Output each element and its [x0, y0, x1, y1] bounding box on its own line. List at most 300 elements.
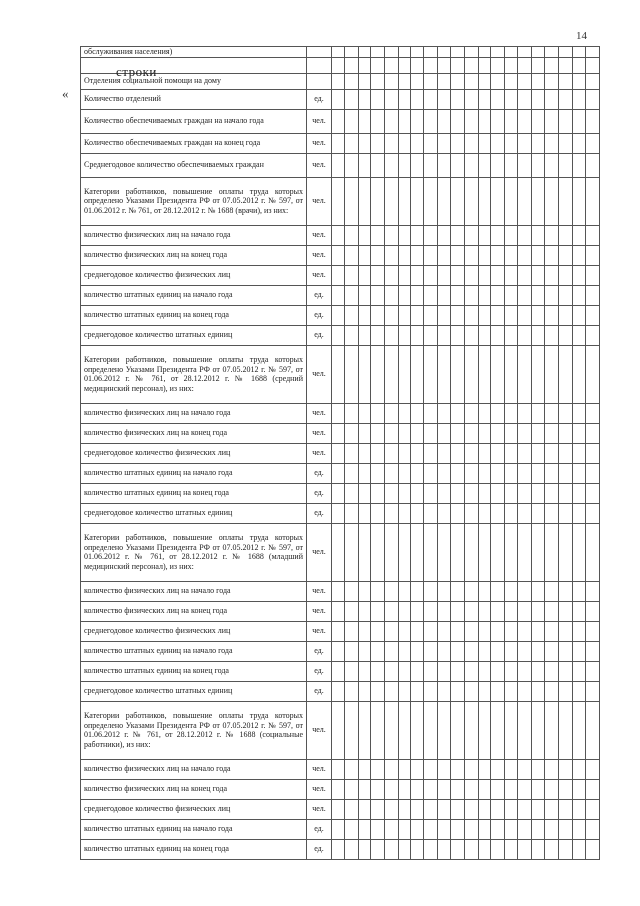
value-cell[interactable] — [399, 661, 411, 681]
value-cell[interactable] — [518, 403, 532, 423]
value-cell[interactable] — [345, 443, 359, 463]
value-cell[interactable] — [411, 819, 424, 839]
value-cell[interactable] — [385, 641, 399, 661]
value-cell[interactable] — [518, 133, 532, 153]
value-cell[interactable] — [586, 523, 600, 581]
value-cell[interactable] — [586, 109, 600, 133]
value-cell[interactable] — [491, 153, 505, 177]
value-cell[interactable] — [399, 799, 411, 819]
value-cell[interactable] — [518, 109, 532, 133]
value-cell[interactable] — [411, 245, 424, 265]
value-cell[interactable] — [411, 503, 424, 523]
value-cell[interactable] — [505, 305, 518, 325]
value-cell[interactable] — [385, 681, 399, 701]
value-cell[interactable] — [559, 423, 573, 443]
value-cell[interactable] — [491, 109, 505, 133]
value-cell[interactable] — [559, 681, 573, 701]
value-cell[interactable] — [465, 245, 479, 265]
value-cell[interactable] — [411, 89, 424, 109]
value-cell[interactable] — [411, 305, 424, 325]
value-cell[interactable] — [545, 423, 559, 443]
value-cell[interactable] — [465, 47, 479, 58]
value-cell[interactable] — [465, 133, 479, 153]
value-cell[interactable] — [545, 285, 559, 305]
value-cell[interactable] — [573, 153, 586, 177]
value-cell[interactable] — [451, 403, 465, 423]
value-cell[interactable] — [451, 285, 465, 305]
value-cell[interactable] — [424, 503, 438, 523]
value-cell[interactable] — [491, 621, 505, 641]
value-cell[interactable] — [518, 701, 532, 759]
value-cell[interactable] — [545, 681, 559, 701]
value-cell[interactable] — [573, 265, 586, 285]
value-cell[interactable] — [505, 601, 518, 621]
value-cell[interactable] — [451, 701, 465, 759]
value-cell[interactable] — [532, 839, 545, 859]
value-cell[interactable] — [399, 581, 411, 601]
value-cell[interactable] — [451, 225, 465, 245]
value-cell[interactable] — [371, 483, 385, 503]
value-cell[interactable] — [532, 601, 545, 621]
value-cell[interactable] — [559, 47, 573, 58]
value-cell[interactable] — [505, 799, 518, 819]
value-cell[interactable] — [438, 523, 451, 581]
value-cell[interactable] — [385, 245, 399, 265]
value-cell[interactable] — [385, 109, 399, 133]
value-cell[interactable] — [532, 177, 545, 225]
value-cell[interactable] — [518, 265, 532, 285]
value-cell[interactable] — [438, 839, 451, 859]
value-cell[interactable] — [479, 109, 491, 133]
value-cell[interactable] — [332, 503, 345, 523]
value-cell[interactable] — [505, 109, 518, 133]
value-cell[interactable] — [345, 177, 359, 225]
value-cell[interactable] — [345, 641, 359, 661]
value-cell[interactable] — [518, 681, 532, 701]
value-cell[interactable] — [545, 225, 559, 245]
value-cell[interactable] — [385, 759, 399, 779]
value-cell[interactable] — [451, 463, 465, 483]
value-cell[interactable] — [451, 245, 465, 265]
value-cell[interactable] — [345, 463, 359, 483]
value-cell[interactable] — [479, 523, 491, 581]
value-cell[interactable] — [371, 463, 385, 483]
value-cell[interactable] — [586, 503, 600, 523]
value-cell[interactable] — [359, 73, 371, 89]
value-cell[interactable] — [479, 325, 491, 345]
value-cell[interactable] — [479, 177, 491, 225]
value-cell[interactable] — [332, 423, 345, 443]
value-cell[interactable] — [573, 423, 586, 443]
value-cell[interactable] — [573, 245, 586, 265]
value-cell[interactable] — [438, 225, 451, 245]
value-cell[interactable] — [479, 285, 491, 305]
value-cell[interactable] — [505, 523, 518, 581]
value-cell[interactable] — [491, 305, 505, 325]
value-cell[interactable] — [573, 225, 586, 245]
value-cell[interactable] — [573, 581, 586, 601]
value-cell[interactable] — [332, 109, 345, 133]
value-cell[interactable] — [491, 225, 505, 245]
value-cell[interactable] — [371, 133, 385, 153]
value-cell[interactable] — [545, 153, 559, 177]
value-cell[interactable] — [505, 443, 518, 463]
value-cell[interactable] — [385, 621, 399, 641]
value-cell[interactable] — [559, 839, 573, 859]
value-cell[interactable] — [371, 661, 385, 681]
value-cell[interactable] — [465, 225, 479, 245]
value-cell[interactable] — [479, 443, 491, 463]
value-cell[interactable] — [518, 483, 532, 503]
value-cell[interactable] — [505, 463, 518, 483]
value-cell[interactable] — [385, 57, 399, 73]
value-cell[interactable] — [411, 265, 424, 285]
value-cell[interactable] — [424, 799, 438, 819]
value-cell[interactable] — [438, 305, 451, 325]
value-cell[interactable] — [411, 177, 424, 225]
value-cell[interactable] — [438, 403, 451, 423]
value-cell[interactable] — [559, 601, 573, 621]
value-cell[interactable] — [532, 779, 545, 799]
value-cell[interactable] — [438, 621, 451, 641]
value-cell[interactable] — [371, 225, 385, 245]
value-cell[interactable] — [559, 89, 573, 109]
value-cell[interactable] — [424, 523, 438, 581]
value-cell[interactable] — [399, 73, 411, 89]
value-cell[interactable] — [465, 779, 479, 799]
value-cell[interactable] — [559, 581, 573, 601]
value-cell[interactable] — [451, 779, 465, 799]
value-cell[interactable] — [451, 503, 465, 523]
value-cell[interactable] — [586, 345, 600, 403]
value-cell[interactable] — [424, 701, 438, 759]
value-cell[interactable] — [332, 641, 345, 661]
value-cell[interactable] — [451, 483, 465, 503]
value-cell[interactable] — [505, 285, 518, 305]
value-cell[interactable] — [451, 799, 465, 819]
value-cell[interactable] — [359, 325, 371, 345]
value-cell[interactable] — [345, 345, 359, 403]
value-cell[interactable] — [479, 483, 491, 503]
value-cell[interactable] — [559, 403, 573, 423]
value-cell[interactable] — [505, 759, 518, 779]
value-cell[interactable] — [438, 779, 451, 799]
value-cell[interactable] — [385, 799, 399, 819]
value-cell[interactable] — [559, 245, 573, 265]
value-cell[interactable] — [424, 73, 438, 89]
value-cell[interactable] — [332, 463, 345, 483]
value-cell[interactable] — [532, 47, 545, 58]
value-cell[interactable] — [573, 839, 586, 859]
value-cell[interactable] — [532, 265, 545, 285]
value-cell[interactable] — [399, 483, 411, 503]
value-cell[interactable] — [451, 133, 465, 153]
value-cell[interactable] — [385, 819, 399, 839]
value-cell[interactable] — [586, 839, 600, 859]
value-cell[interactable] — [411, 443, 424, 463]
value-cell[interactable] — [424, 581, 438, 601]
value-cell[interactable] — [559, 759, 573, 779]
value-cell[interactable] — [371, 641, 385, 661]
value-cell[interactable] — [359, 523, 371, 581]
value-cell[interactable] — [438, 325, 451, 345]
value-cell[interactable] — [359, 245, 371, 265]
value-cell[interactable] — [465, 523, 479, 581]
value-cell[interactable] — [479, 701, 491, 759]
value-cell[interactable] — [573, 621, 586, 641]
value-cell[interactable] — [332, 779, 345, 799]
value-cell[interactable] — [385, 47, 399, 58]
value-cell[interactable] — [479, 681, 491, 701]
value-cell[interactable] — [371, 177, 385, 225]
value-cell[interactable] — [532, 305, 545, 325]
value-cell[interactable] — [399, 345, 411, 403]
value-cell[interactable] — [371, 523, 385, 581]
value-cell[interactable] — [465, 89, 479, 109]
value-cell[interactable] — [332, 73, 345, 89]
value-cell[interactable] — [479, 225, 491, 245]
value-cell[interactable] — [345, 799, 359, 819]
value-cell[interactable] — [345, 285, 359, 305]
value-cell[interactable] — [491, 133, 505, 153]
value-cell[interactable] — [573, 109, 586, 133]
value-cell[interactable] — [573, 403, 586, 423]
value-cell[interactable] — [385, 345, 399, 403]
value-cell[interactable] — [345, 759, 359, 779]
value-cell[interactable] — [332, 345, 345, 403]
value-cell[interactable] — [491, 57, 505, 73]
value-cell[interactable] — [371, 153, 385, 177]
value-cell[interactable] — [359, 47, 371, 58]
value-cell[interactable] — [573, 759, 586, 779]
value-cell[interactable] — [332, 759, 345, 779]
value-cell[interactable] — [371, 325, 385, 345]
value-cell[interactable] — [573, 89, 586, 109]
value-cell[interactable] — [586, 779, 600, 799]
value-cell[interactable] — [465, 621, 479, 641]
value-cell[interactable] — [545, 621, 559, 641]
value-cell[interactable] — [518, 325, 532, 345]
value-cell[interactable] — [505, 779, 518, 799]
value-cell[interactable] — [559, 443, 573, 463]
value-cell[interactable] — [359, 601, 371, 621]
value-cell[interactable] — [518, 581, 532, 601]
value-cell[interactable] — [345, 681, 359, 701]
value-cell[interactable] — [359, 177, 371, 225]
value-cell[interactable] — [424, 641, 438, 661]
value-cell[interactable] — [465, 57, 479, 73]
value-cell[interactable] — [359, 581, 371, 601]
value-cell[interactable] — [518, 89, 532, 109]
value-cell[interactable] — [573, 661, 586, 681]
value-cell[interactable] — [586, 73, 600, 89]
value-cell[interactable] — [332, 819, 345, 839]
value-cell[interactable] — [586, 759, 600, 779]
value-cell[interactable] — [424, 779, 438, 799]
value-cell[interactable] — [359, 701, 371, 759]
value-cell[interactable] — [586, 285, 600, 305]
value-cell[interactable] — [332, 47, 345, 58]
value-cell[interactable] — [411, 523, 424, 581]
value-cell[interactable] — [505, 701, 518, 759]
value-cell[interactable] — [411, 483, 424, 503]
value-cell[interactable] — [424, 285, 438, 305]
value-cell[interactable] — [424, 47, 438, 58]
value-cell[interactable] — [573, 701, 586, 759]
value-cell[interactable] — [491, 523, 505, 581]
value-cell[interactable] — [399, 177, 411, 225]
value-cell[interactable] — [411, 153, 424, 177]
value-cell[interactable] — [399, 759, 411, 779]
value-cell[interactable] — [332, 153, 345, 177]
value-cell[interactable] — [438, 581, 451, 601]
value-cell[interactable] — [491, 345, 505, 403]
value-cell[interactable] — [371, 47, 385, 58]
value-cell[interactable] — [371, 285, 385, 305]
value-cell[interactable] — [518, 463, 532, 483]
value-cell[interactable] — [586, 661, 600, 681]
value-cell[interactable] — [332, 523, 345, 581]
value-cell[interactable] — [465, 701, 479, 759]
value-cell[interactable] — [573, 463, 586, 483]
value-cell[interactable] — [371, 443, 385, 463]
value-cell[interactable] — [573, 305, 586, 325]
value-cell[interactable] — [491, 325, 505, 345]
value-cell[interactable] — [545, 133, 559, 153]
value-cell[interactable] — [505, 503, 518, 523]
value-cell[interactable] — [479, 245, 491, 265]
value-cell[interactable] — [438, 47, 451, 58]
value-cell[interactable] — [586, 265, 600, 285]
value-cell[interactable] — [399, 265, 411, 285]
value-cell[interactable] — [559, 153, 573, 177]
value-cell[interactable] — [586, 403, 600, 423]
value-cell[interactable] — [479, 153, 491, 177]
value-cell[interactable] — [424, 305, 438, 325]
value-cell[interactable] — [411, 73, 424, 89]
value-cell[interactable] — [586, 799, 600, 819]
value-cell[interactable] — [385, 73, 399, 89]
value-cell[interactable] — [559, 57, 573, 73]
value-cell[interactable] — [545, 265, 559, 285]
value-cell[interactable] — [399, 109, 411, 133]
value-cell[interactable] — [332, 443, 345, 463]
value-cell[interactable] — [411, 779, 424, 799]
value-cell[interactable] — [385, 503, 399, 523]
value-cell[interactable] — [491, 177, 505, 225]
value-cell[interactable] — [479, 47, 491, 58]
value-cell[interactable] — [411, 581, 424, 601]
value-cell[interactable] — [532, 621, 545, 641]
value-cell[interactable] — [545, 779, 559, 799]
value-cell[interactable] — [559, 265, 573, 285]
value-cell[interactable] — [371, 779, 385, 799]
value-cell[interactable] — [586, 325, 600, 345]
value-cell[interactable] — [505, 73, 518, 89]
value-cell[interactable] — [332, 483, 345, 503]
value-cell[interactable] — [424, 681, 438, 701]
value-cell[interactable] — [545, 109, 559, 133]
value-cell[interactable] — [411, 345, 424, 403]
value-cell[interactable] — [345, 57, 359, 73]
value-cell[interactable] — [505, 403, 518, 423]
value-cell[interactable] — [573, 503, 586, 523]
value-cell[interactable] — [411, 759, 424, 779]
value-cell[interactable] — [385, 225, 399, 245]
value-cell[interactable] — [532, 661, 545, 681]
value-cell[interactable] — [532, 799, 545, 819]
value-cell[interactable] — [545, 581, 559, 601]
value-cell[interactable] — [505, 581, 518, 601]
value-cell[interactable] — [359, 661, 371, 681]
value-cell[interactable] — [586, 641, 600, 661]
value-cell[interactable] — [411, 621, 424, 641]
value-cell[interactable] — [371, 601, 385, 621]
value-cell[interactable] — [424, 89, 438, 109]
value-cell[interactable] — [438, 759, 451, 779]
value-cell[interactable] — [559, 641, 573, 661]
value-cell[interactable] — [479, 73, 491, 89]
value-cell[interactable] — [359, 799, 371, 819]
value-cell[interactable] — [532, 403, 545, 423]
value-cell[interactable] — [371, 681, 385, 701]
value-cell[interactable] — [505, 225, 518, 245]
value-cell[interactable] — [359, 759, 371, 779]
value-cell[interactable] — [465, 423, 479, 443]
value-cell[interactable] — [505, 245, 518, 265]
value-cell[interactable] — [411, 641, 424, 661]
value-cell[interactable] — [424, 443, 438, 463]
value-cell[interactable] — [465, 443, 479, 463]
value-cell[interactable] — [399, 305, 411, 325]
value-cell[interactable] — [438, 285, 451, 305]
value-cell[interactable] — [545, 819, 559, 839]
value-cell[interactable] — [559, 621, 573, 641]
value-cell[interactable] — [438, 483, 451, 503]
value-cell[interactable] — [371, 423, 385, 443]
value-cell[interactable] — [332, 581, 345, 601]
value-cell[interactable] — [359, 153, 371, 177]
value-cell[interactable] — [518, 779, 532, 799]
value-cell[interactable] — [479, 57, 491, 73]
value-cell[interactable] — [586, 483, 600, 503]
value-cell[interactable] — [586, 621, 600, 641]
value-cell[interactable] — [491, 73, 505, 89]
value-cell[interactable] — [411, 799, 424, 819]
value-cell[interactable] — [545, 701, 559, 759]
value-cell[interactable] — [385, 839, 399, 859]
value-cell[interactable] — [491, 641, 505, 661]
value-cell[interactable] — [345, 265, 359, 285]
value-cell[interactable] — [573, 799, 586, 819]
value-cell[interactable] — [332, 799, 345, 819]
value-cell[interactable] — [491, 423, 505, 443]
value-cell[interactable] — [411, 839, 424, 859]
value-cell[interactable] — [559, 779, 573, 799]
value-cell[interactable] — [451, 73, 465, 89]
value-cell[interactable] — [586, 245, 600, 265]
value-cell[interactable] — [518, 819, 532, 839]
value-cell[interactable] — [345, 73, 359, 89]
value-cell[interactable] — [479, 819, 491, 839]
value-cell[interactable] — [518, 661, 532, 681]
value-cell[interactable] — [399, 681, 411, 701]
value-cell[interactable] — [411, 225, 424, 245]
value-cell[interactable] — [411, 47, 424, 58]
value-cell[interactable] — [451, 819, 465, 839]
value-cell[interactable] — [518, 799, 532, 819]
value-cell[interactable] — [332, 839, 345, 859]
